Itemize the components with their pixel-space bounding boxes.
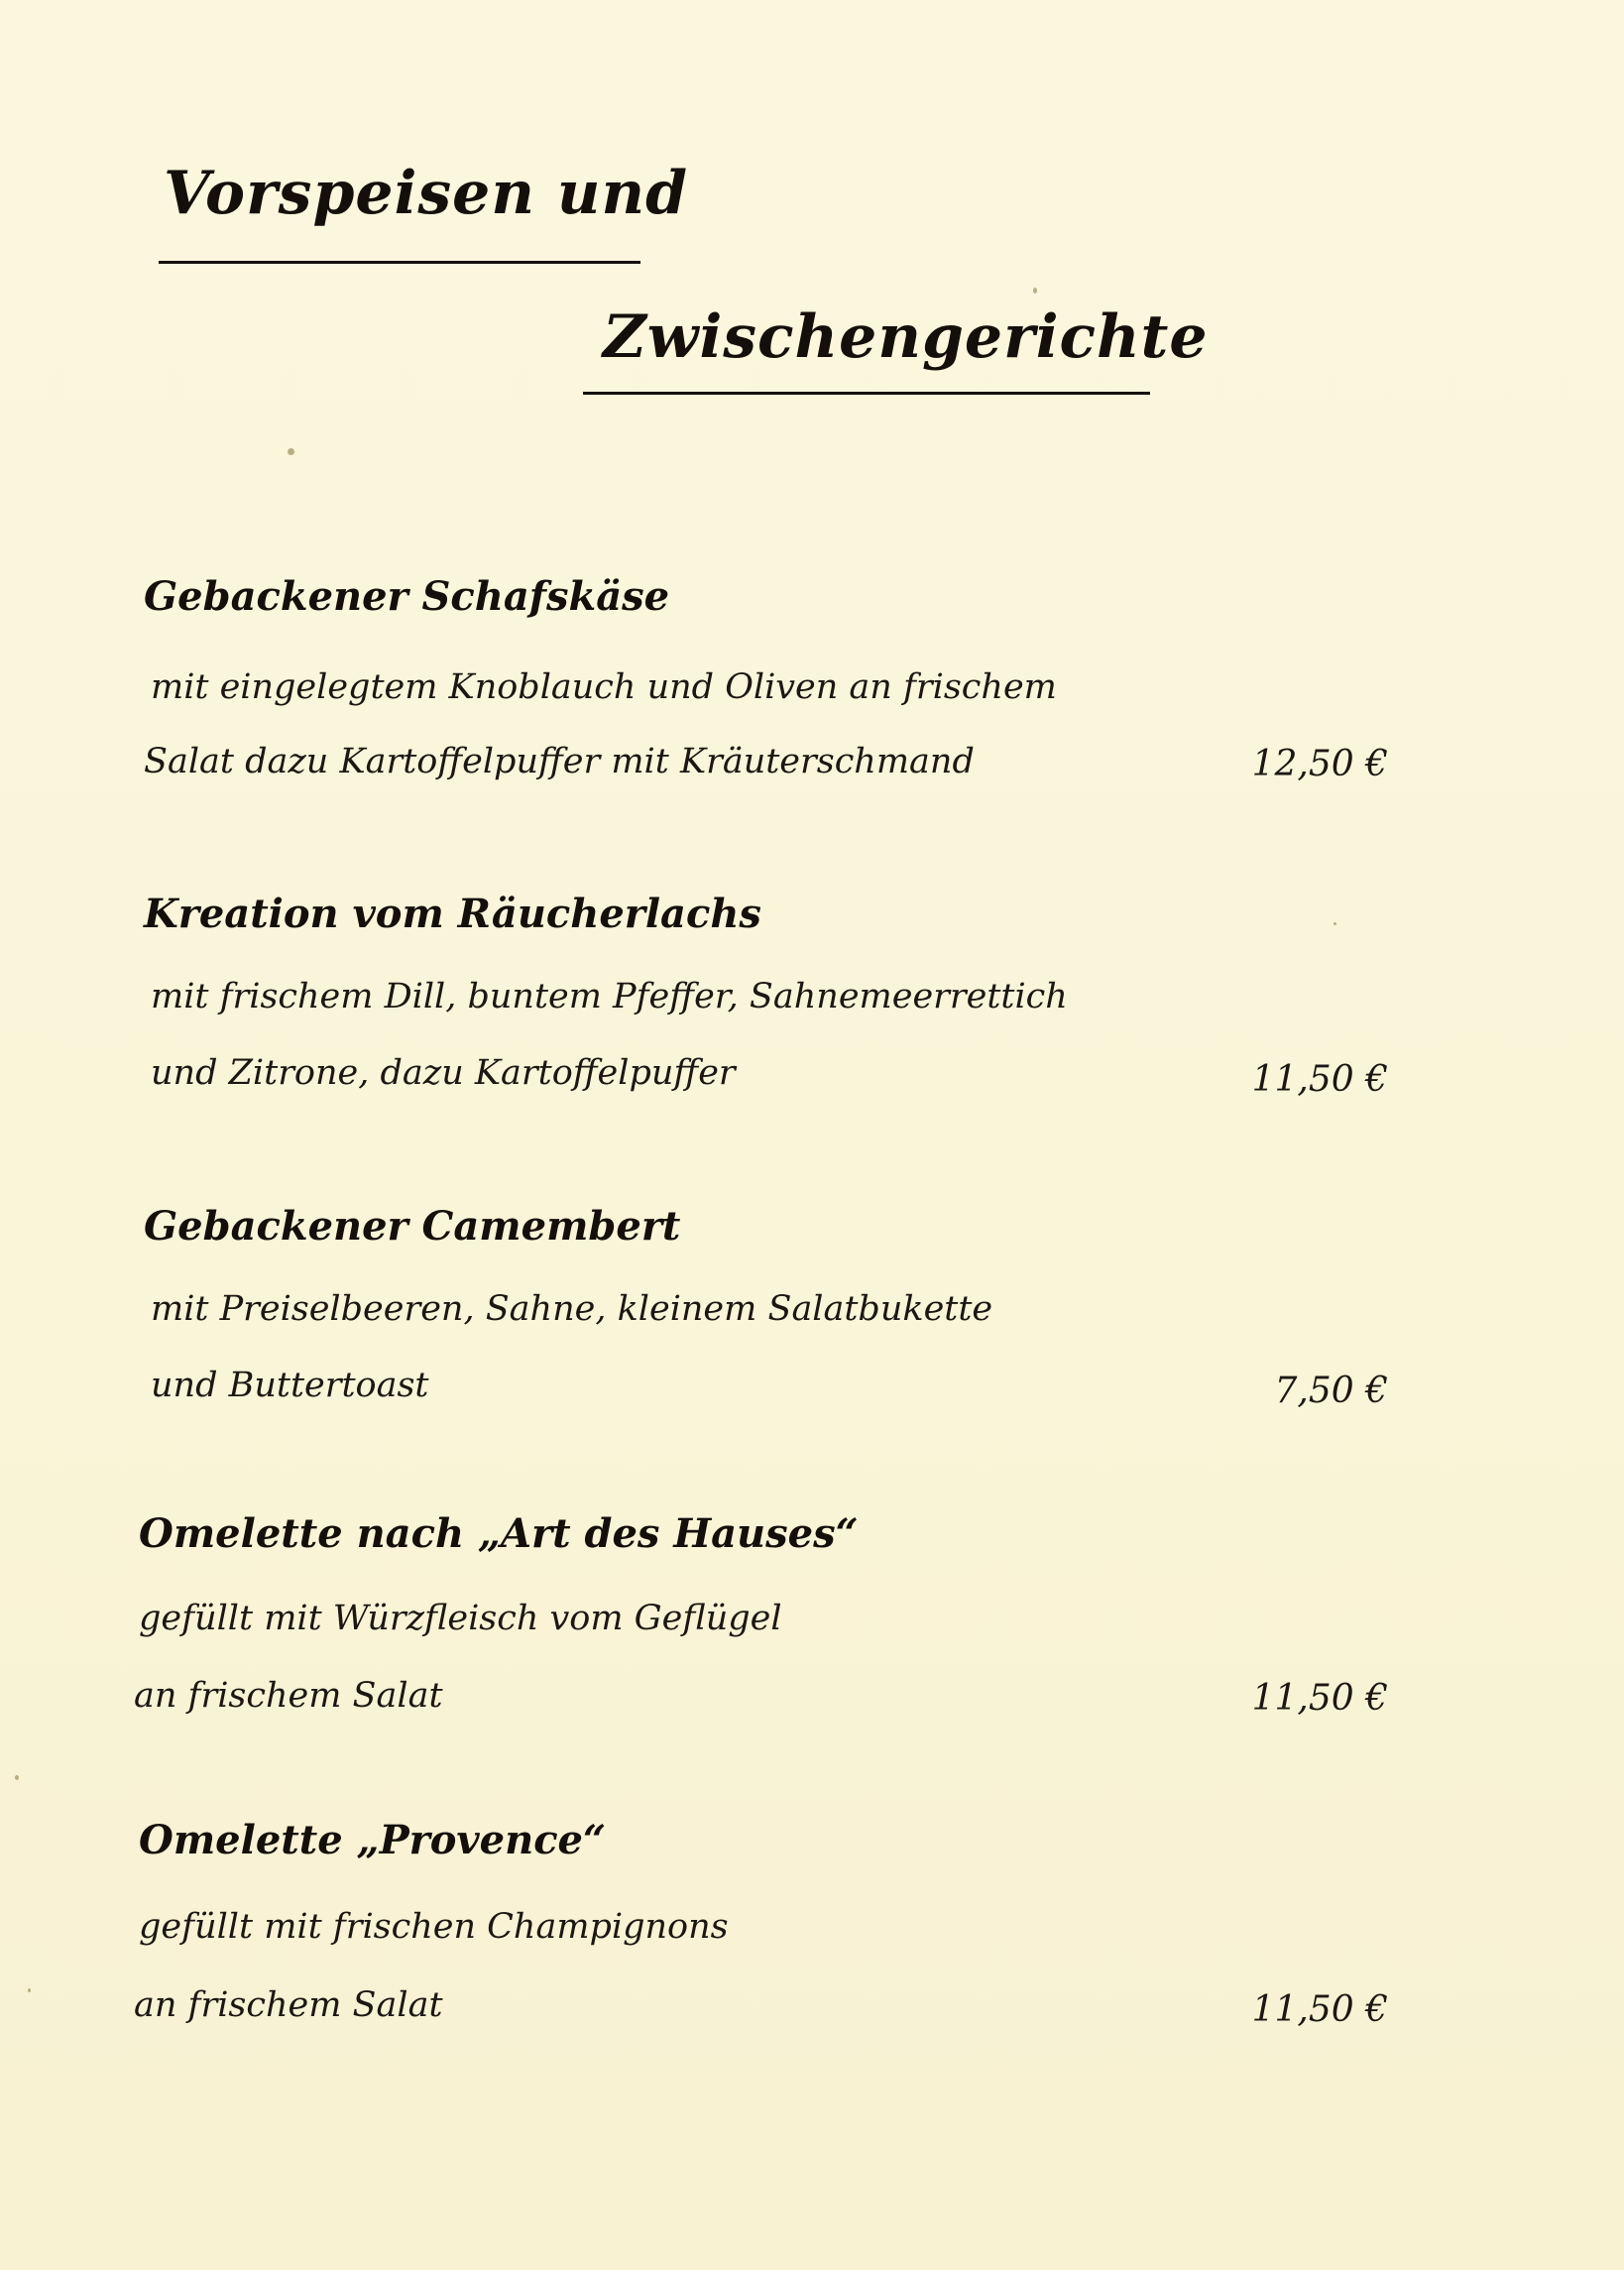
dish-description-line: mit frischem Dill, buntem Pfeffer, Sahnemeerrettich (151, 977, 1068, 1016)
dish-name: Kreation vom Räucherlachs (144, 891, 761, 937)
dish-price: 11,50 € (1251, 1059, 1388, 1100)
dish-description-line: an frischem Salat (134, 1985, 443, 2025)
dish-description-line: Salat dazu Kartoffelpuffer mit Kräuterschmand (144, 742, 975, 781)
dish-price: 12,50 € (1251, 744, 1388, 784)
dish-description-line: gefüllt mit frischen Champignons (139, 1907, 729, 1947)
dish-description-line: mit eingelegtem Knoblauch und Oliven an frischem (151, 667, 1057, 707)
dish-price: 11,50 € (1251, 1678, 1388, 1719)
paper-speck (28, 1988, 31, 1992)
menu-heading-line-1: Vorspeisen und (164, 159, 689, 228)
dish-description-line: an frischem Salat (134, 1676, 443, 1716)
dish-description-line: und Buttertoast (151, 1366, 429, 1405)
dish-name: Gebackener Camembert (144, 1203, 681, 1250)
heading-underline-1 (159, 261, 640, 264)
dish-name: Gebackener Schafskäse (144, 573, 670, 620)
paper-speck (288, 448, 294, 455)
paper-speck (1033, 288, 1037, 294)
dish-description-line: gefüllt mit Würzfleisch vom Geflügel (139, 1599, 782, 1638)
dish-name: Omelette „Provence“ (139, 1817, 607, 1863)
paper-speck (15, 1775, 19, 1780)
heading-underline-2 (583, 392, 1150, 395)
dish-description-line: mit Preiselbeeren, Sahne, kleinem Salatbukette (151, 1289, 993, 1329)
dish-price: 7,50 € (1274, 1371, 1388, 1411)
menu-heading-line-2: Zwischengerichte (603, 302, 1209, 372)
dish-price: 11,50 € (1251, 1989, 1388, 2030)
paper-speck (1334, 922, 1336, 925)
dish-description-line: und Zitrone, dazu Kartoffelpuffer (151, 1053, 736, 1093)
dish-name: Omelette nach „Art des Hauses“ (139, 1510, 859, 1557)
